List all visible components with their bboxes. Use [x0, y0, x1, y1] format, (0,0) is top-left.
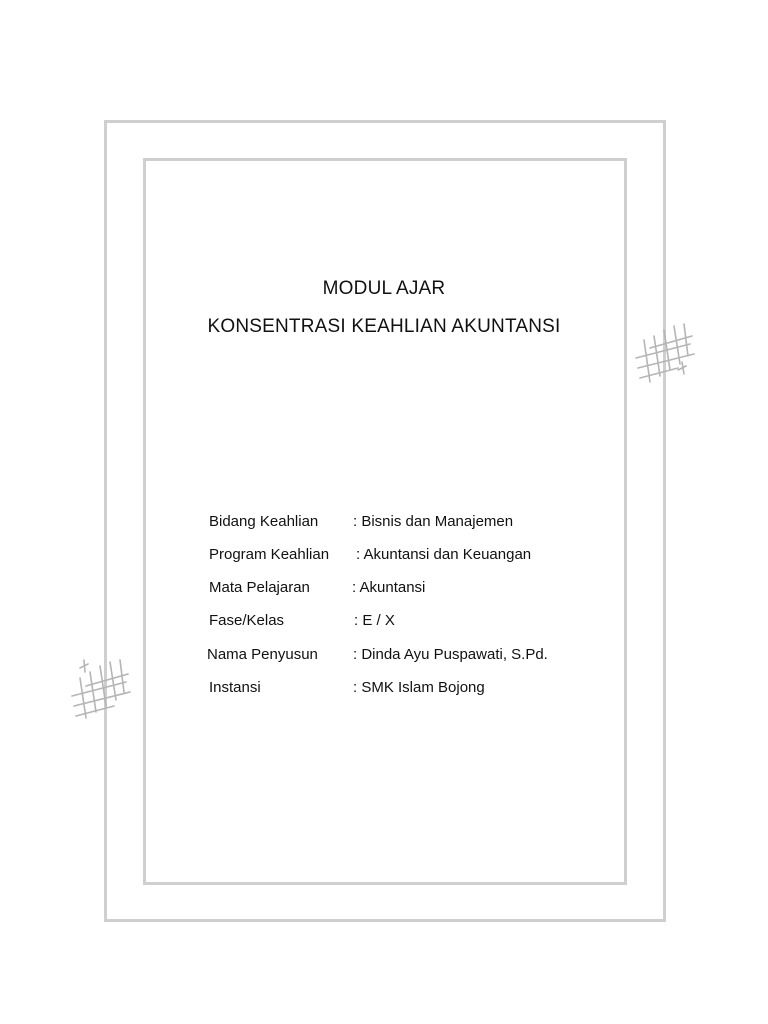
document-title: MODUL AJAR: [322, 278, 446, 299]
field-value: : Akuntansi dan Keuangan: [356, 546, 532, 563]
field-label: Instansi: [209, 679, 261, 696]
field-value: : Akuntansi: [352, 579, 426, 596]
field-value: : Dinda Ayu Puspawati, S.Pd.: [353, 646, 548, 663]
field-label: Fase/Kelas: [209, 612, 285, 629]
field-label: Mata Pelajaran: [209, 579, 310, 596]
field-value: : E / X: [354, 612, 395, 629]
document-subtitle: KONSENTRASI KEAHLIAN AKUNTANSI: [207, 316, 561, 337]
field-label: Program Keahlian: [209, 546, 330, 563]
crosshatch-doodle-icon: [66, 654, 138, 726]
field-value: : Bisnis dan Manajemen: [353, 513, 514, 530]
field-value: : SMK Islam Bojong: [353, 679, 485, 696]
field-label: Bidang Keahlian: [209, 513, 319, 530]
crosshatch-doodle-icon: [630, 318, 702, 390]
field-label: Nama Penyusun: [207, 646, 318, 663]
